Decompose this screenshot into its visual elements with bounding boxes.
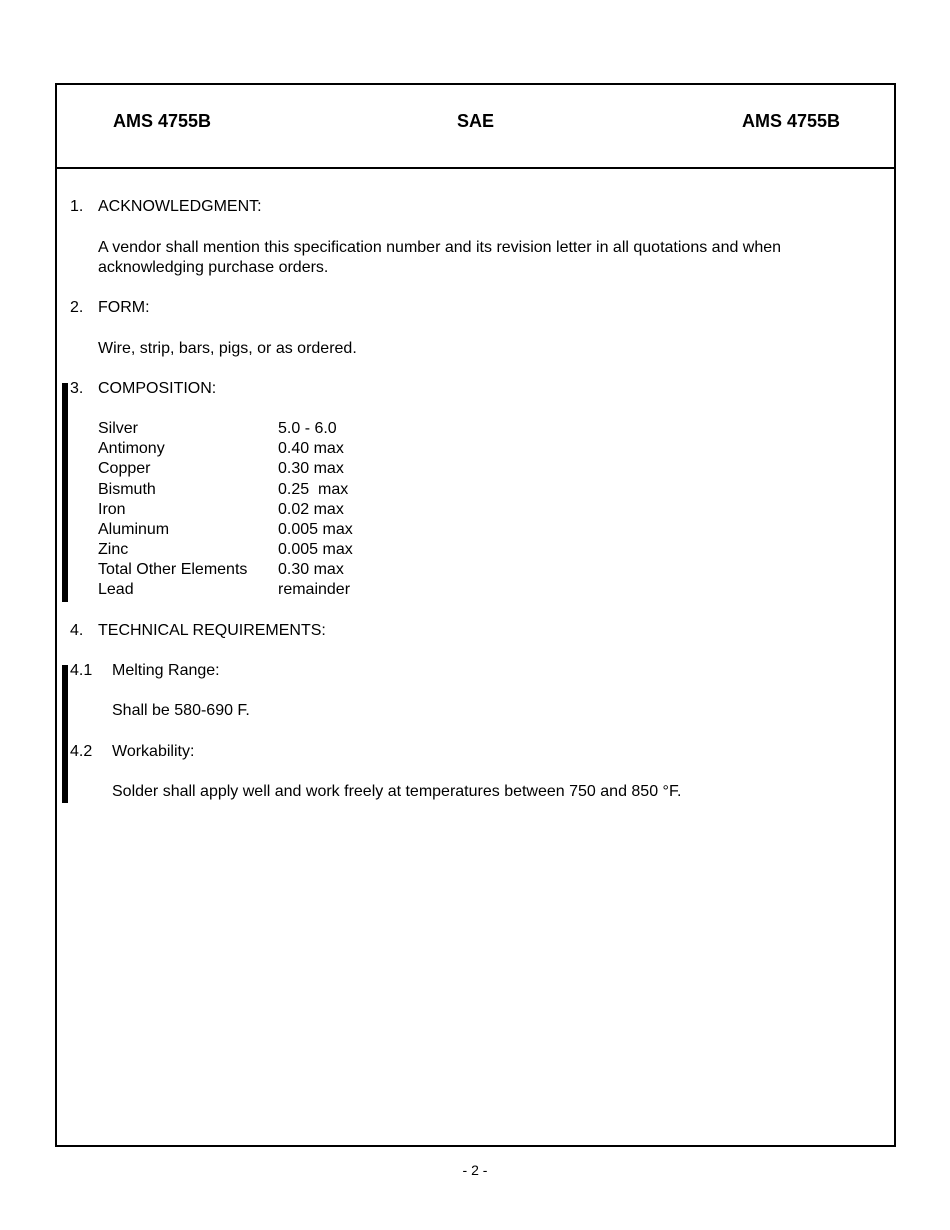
page-number: - 2 -: [462, 1162, 488, 1178]
section-1-title: ACKNOWLEDGMENT:: [98, 198, 262, 215]
section-1-number: 1.: [70, 198, 84, 215]
composition-value: 0.005 max: [278, 521, 353, 538]
section-1-body: A vendor shall mention this specification number and its revision letter in all quotations and when acknowledging purchase orders.: [98, 239, 782, 276]
section-2-body: Wire, strip, bars, pigs, or as ordered.: [98, 340, 357, 357]
section-4-title: TECHNICAL REQUIREMENTS:: [98, 622, 326, 639]
composition-element: Bismuth: [98, 481, 156, 498]
subsection-4-2-body: Solder shall apply well and work freely at temperatures between 750 and 850 °F.: [112, 783, 682, 800]
revision-bar-technical: [62, 665, 68, 803]
composition-value: 5.0 - 6.0: [278, 420, 337, 437]
composition-element: Copper: [98, 460, 151, 477]
composition-value: 0.30 max: [278, 561, 344, 578]
composition-element: Lead: [98, 581, 134, 598]
composition-element: Zinc: [98, 541, 129, 558]
organization-label: SAE: [457, 111, 495, 131]
section-3-number: 3.: [70, 380, 84, 397]
composition-element: Silver: [98, 420, 139, 437]
composition-value: 0.25 max: [278, 481, 349, 498]
section-2-number: 2.: [70, 299, 84, 316]
subsection-4-1-title: Melting Range:: [112, 662, 220, 679]
section-4-number: 4.: [70, 622, 84, 639]
composition-value: 0.02 max: [278, 501, 344, 518]
document-header: [57, 85, 894, 169]
composition-value: 0.40 max: [278, 440, 344, 457]
spec-number-right: AMS 4755B: [741, 111, 840, 131]
revision-bar-composition: [62, 383, 68, 602]
composition-element: Iron: [98, 501, 126, 518]
composition-value: 0.30 max: [278, 460, 344, 477]
composition-value: remainder: [278, 581, 351, 598]
section-2-title: FORM:: [98, 299, 150, 316]
composition-element: Aluminum: [98, 521, 170, 538]
composition-value: 0.005 max: [278, 541, 353, 558]
composition-element: Antimony: [98, 440, 165, 457]
subsection-4-1-body: Shall be 580-690 F.: [112, 702, 250, 719]
composition-element: Total Other Elements: [98, 561, 248, 578]
subsection-4-1-number: 4.1: [70, 662, 93, 679]
subsection-4-2-title: Workability:: [112, 743, 195, 760]
subsection-4-2-number: 4.2: [70, 743, 93, 760]
section-3-title: COMPOSITION:: [98, 380, 217, 397]
spec-number-left: AMS 4755B: [113, 111, 212, 131]
